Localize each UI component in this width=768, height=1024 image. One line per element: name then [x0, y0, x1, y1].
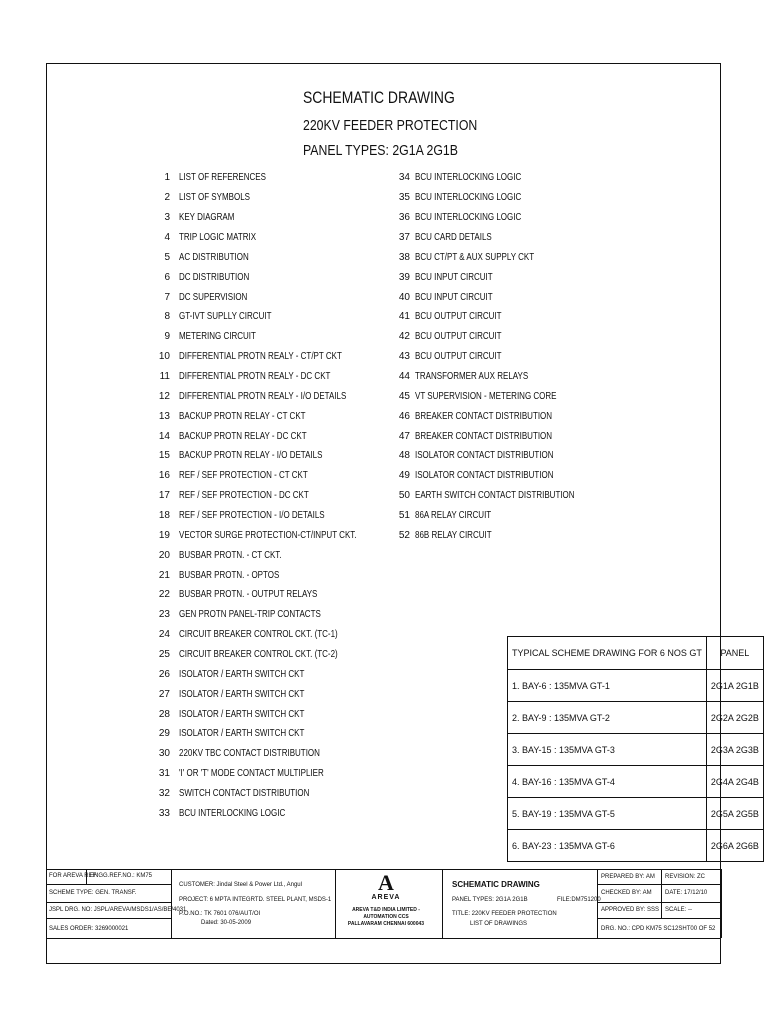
drawing-list-item [140, 446, 401, 466]
drawing-list-item [140, 287, 401, 307]
drawing-number: 25 [158, 649, 170, 661]
drawing-label: VECTOR SURGE PROTECTION-CT/INPUT CKT. [179, 529, 357, 541]
drawing-label: CIRCUIT BREAKER CONTROL CKT. (TC-1) [179, 629, 338, 641]
drawing-list-item [386, 406, 614, 426]
drawing-list-item [140, 208, 401, 228]
file-number: FILE:DM751200 [557, 897, 601, 903]
drawing-list-item [140, 605, 401, 625]
scheme-panel: 2G5A 2G5B [706, 798, 763, 830]
drawing-list-item [386, 228, 614, 248]
drawing-label: BUSBAR PROTN. - CT CKT. [179, 549, 282, 561]
drawing-number: 46 [398, 410, 410, 422]
drawing-number: 47 [398, 430, 410, 442]
drawing-list-item [140, 784, 401, 804]
drawing-number: 24 [158, 629, 170, 641]
drawing-number: 20 [158, 549, 170, 561]
project: PROJECT: 6 MPTA INTEGRTD. STEEL PLANT, MSDS-1 [179, 897, 332, 903]
drawing-list-item [140, 744, 401, 764]
drawing-number: 34 [398, 172, 410, 184]
scheme-table-row [508, 702, 764, 734]
scheme-table [507, 636, 764, 862]
drawing-number: 49 [398, 470, 410, 482]
drawing-number: 19 [158, 529, 170, 541]
scheme-table-row [508, 766, 764, 798]
drawing-number: 31 [158, 768, 170, 780]
drawing-number: 50 [398, 490, 410, 502]
scheme-panel: 2G6A 2G6B [706, 830, 763, 862]
drawing-number: 51 [398, 510, 410, 522]
prepared-by: PREPARED BY: AM [601, 874, 655, 880]
drawing-label: LIST OF SYMBOLS [179, 192, 250, 204]
drawing-list-item [140, 386, 401, 406]
scheme-bay: 5. BAY-19 : 135MVA GT-5 [508, 798, 707, 830]
drawing-number: 8 [164, 311, 170, 323]
drawing-number: 44 [398, 371, 410, 383]
drawing-label: DIFFERENTIAL PROTN REALY - DC CKT [179, 371, 331, 383]
drawing-list-item [140, 804, 401, 824]
drawing-list-item [140, 228, 401, 248]
page-subtitle: 220KV FEEDER PROTECTION [303, 117, 478, 134]
drawing-list-item [140, 188, 401, 208]
scheme-type: SCHEME TYPE: GEN. TRANSF. [49, 890, 137, 896]
drawing-label: REF / SEF PROTECTION - I/O DETAILS [179, 510, 325, 522]
scheme-panel: 2G4A 2G4B [706, 766, 763, 798]
drawing-number: 35 [398, 192, 410, 204]
drawing-label: GEN PROTN PANEL-TRIP CONTACTS [179, 609, 321, 621]
drawing-number: 52 [398, 529, 410, 541]
drawing-label: BCU OUTPUT CIRCUIT [415, 331, 502, 343]
drawing-list-item [140, 267, 401, 287]
drawing-label: BCU INTERLOCKING LOGIC [415, 212, 522, 224]
page-title: SCHEMATIC DRAWING [303, 88, 455, 107]
checked-by: CHECKED BY: AM [601, 890, 652, 896]
drawing-label: BREAKER CONTACT DISTRIBUTION [415, 430, 553, 442]
drawing-list-item [140, 625, 401, 645]
drawing-label: BCU INTERLOCKING LOGIC [415, 172, 522, 184]
drawing-label: AC DISTRIBUTION [179, 251, 249, 263]
drawing-list-item [140, 466, 401, 486]
drawing-number: 2 [164, 192, 170, 204]
drawing-list-item [140, 426, 401, 446]
drawing-number: 13 [158, 410, 170, 422]
drawing-number: 45 [398, 390, 410, 402]
drawing-number: 39 [398, 271, 410, 283]
drawing-number: 30 [158, 748, 170, 760]
revision: REVISION: ZC [665, 874, 706, 880]
drawing-number: 3 [164, 212, 170, 224]
drawing-label: BUSBAR PROTN. - OPTOS [179, 569, 280, 581]
drawing-label: BCU CT/PT & AUX SUPPLY CKT [415, 251, 535, 263]
drawing-number: 10 [158, 351, 170, 363]
drawing-number: 22 [158, 589, 170, 601]
scheme-table-header [508, 637, 764, 670]
scheme-bay: 6. BAY-23 : 135MVA GT-6 [508, 830, 707, 862]
drawing-label: BCU INTERLOCKING LOGIC [415, 192, 522, 204]
drawing-number: DRG. NO.: CPD KM75 SC12SHT00 OF 52 [601, 926, 716, 932]
areva-logo [336, 872, 436, 934]
drawing-label: BACKUP PROTN RELAY - I/O DETAILS [179, 450, 323, 462]
drawing-list-item [386, 327, 614, 347]
drawing-list-item [140, 367, 401, 387]
drawing-list-item [140, 704, 401, 724]
drawing-list-item [386, 525, 614, 545]
engg-ref: ENGG.REF.NO.: KM75 [90, 873, 153, 879]
drawing-number: 9 [164, 331, 170, 343]
drawing-number: 12 [158, 390, 170, 402]
drawing-label: KEY DIAGRAM [179, 212, 235, 224]
drawing-label: CIRCUIT BREAKER CONTROL CKT. (TC-2) [179, 649, 338, 661]
drawing-label: TRANSFORMER AUX RELAYS [415, 371, 529, 383]
drawing-number: 7 [164, 291, 170, 303]
approved-by: APPROVED BY: SSS [601, 907, 660, 913]
drawing-number: 18 [158, 510, 170, 522]
drawing-list-item [140, 664, 401, 684]
drawing-label: BCU CARD DETAILS [415, 232, 492, 243]
drawing-list-item [386, 247, 614, 267]
scheme-table-row [508, 734, 764, 766]
drawing-label: VT SUPERVISION - METERING CORE [415, 390, 557, 402]
drawing-label: GT-IVT SUPLLY CIRCUIT [179, 311, 272, 323]
drawing-number: 15 [158, 450, 170, 462]
drawing-label: BCU INPUT CIRCUIT [415, 271, 493, 283]
drawing-label: 86B RELAY CIRCUIT [415, 529, 492, 541]
drawing-number: 33 [158, 807, 170, 819]
drawing-number: 14 [158, 430, 170, 442]
drawing-title: SCHEMATIC DRAWING [452, 880, 540, 889]
drawing-number: 41 [398, 311, 410, 323]
drawing-label: DC SUPERVISION [179, 291, 248, 303]
sales-order: SALES ORDER: 3269000021 [49, 926, 129, 932]
drawing-title-line: TITLE: 220KV FEEDER PROTECTION [452, 911, 557, 917]
drawing-label: DIFFERENTIAL PROTN REALY - CT/PT CKT [179, 351, 342, 363]
drawing-number: 27 [158, 688, 170, 700]
scheme-bay: 4. BAY-16 : 135MVA GT-4 [508, 766, 707, 798]
drawing-list-item [140, 307, 401, 327]
customer: CUSTOMER: Jindal Steel & Power Ltd., Angul [179, 882, 302, 888]
drawing-list-item [386, 386, 614, 406]
scheme-panel: 2G2A 2G2B [706, 702, 763, 734]
drawing-number: 4 [164, 232, 170, 243]
drawing-label: BACKUP PROTN RELAY - DC CKT [179, 430, 307, 442]
company-name: AREVA T&D INDIA LIMITED - AUTOMATION CCS [352, 907, 420, 920]
drawing-title-line-2: LIST OF DRAWINGS [470, 921, 528, 927]
drawing-number: 16 [158, 470, 170, 482]
drawing-list-left [140, 168, 401, 823]
scheme-bay: 3. BAY-15 : 135MVA GT-3 [508, 734, 707, 766]
drawing-list-item [140, 327, 401, 347]
drawing-number: 36 [398, 212, 410, 224]
drawing-list-right [386, 168, 614, 545]
drawing-label: METERING CIRCUIT [179, 331, 256, 343]
drawing-number: 21 [158, 569, 170, 581]
drawing-label: 'I' OR 'T' MODE CONTACT MULTIPLIER [179, 768, 324, 780]
drawing-number: 43 [398, 351, 410, 363]
drawing-list-item [386, 168, 614, 188]
scheme-table-row [508, 798, 764, 830]
drawing-list-item [140, 565, 401, 585]
drawing-label: BCU INTERLOCKING LOGIC [179, 807, 286, 819]
drawing-list-item [140, 486, 401, 506]
company-address: PALLAVARAM CHENNAI 600043 [347, 921, 425, 927]
drawing-label: DC DISTRIBUTION [179, 271, 250, 283]
po-date: Dated: 30-05-2009 [201, 920, 252, 926]
drawing-list-item [140, 168, 401, 188]
drawing-label: BCU OUTPUT CIRCUIT [415, 351, 502, 363]
drawing-number: 11 [159, 371, 170, 383]
drawing-number: 38 [398, 251, 410, 263]
drawing-number: 26 [158, 668, 170, 680]
drawing-label: 86A RELAY CIRCUIT [415, 510, 492, 522]
drawing-list-item [386, 287, 614, 307]
drawing-number: 28 [158, 708, 170, 720]
drawing-list-item [140, 506, 401, 526]
drawing-label: REF / SEF PROTECTION - DC CKT [179, 490, 309, 502]
drawing-number: 23 [158, 609, 170, 621]
drawing-list-item [140, 724, 401, 744]
drawing-label: TRIP LOGIC MATRIX [179, 232, 257, 243]
jspl-drg-no: JSPL DRG. NO: JSPL/AREVA/MSDS1/AS/BE/4031 [49, 907, 187, 913]
scheme-panel: 2G3A 2G3B [706, 734, 763, 766]
drawing-number: 40 [398, 291, 410, 303]
drawing-label: BUSBAR PROTN. - OUTPUT RELAYS [179, 589, 318, 601]
drawing-label: BREAKER CONTACT DISTRIBUTION [415, 410, 553, 422]
drawing-label: ISOLATOR CONTACT DISTRIBUTION [415, 470, 554, 482]
drawing-list-item [140, 525, 401, 545]
drawing-label: REF / SEF PROTECTION - CT CKT [179, 470, 308, 482]
for-areva-ref: FOR AREVA REF: [49, 873, 98, 879]
scheme-bay: 1. BAY-6 : 135MVA GT-1 [508, 670, 707, 702]
drawing-label: BCU OUTPUT CIRCUIT [415, 311, 502, 323]
panel-types-heading: PANEL TYPES: 2G1A 2G1B [303, 142, 458, 159]
drawing-list-item [140, 247, 401, 267]
drawing-number: 37 [398, 232, 410, 243]
drawing-list-item [386, 188, 614, 208]
drawing-label: ISOLATOR CONTACT DISTRIBUTION [415, 450, 554, 462]
scheme-bay: 2. BAY-9 : 135MVA GT-2 [508, 702, 707, 734]
drawing-list-item [386, 367, 614, 387]
drawing-label: DIFFERENTIAL PROTN REALY - I/O DETAILS [179, 390, 347, 402]
drawing-label: BACKUP PROTN RELAY - CT CKT [179, 410, 306, 422]
drawing-panel-types: PANEL TYPES: 2G1A 2G1B [452, 897, 528, 903]
drawing-list-item [140, 347, 401, 367]
drawing-list-item [140, 545, 401, 565]
po-number: P.O.NO.: TK 7601 076/AUT/OI [179, 911, 261, 917]
drawing-list-item [386, 267, 614, 287]
drawing-label: ISOLATOR / EARTH SWITCH CKT [179, 668, 305, 680]
drawing-number: 1 [164, 172, 170, 184]
drawing-list-item [386, 208, 614, 228]
drawing-label: ISOLATOR / EARTH SWITCH CKT [179, 708, 305, 720]
drawing-number: 48 [398, 450, 410, 462]
areva-logo-icon: A [378, 870, 394, 895]
areva-logo-name: AREVA [371, 894, 401, 901]
drawing-list-item [386, 466, 614, 486]
drawing-label: EARTH SWITCH CONTACT DISTRIBUTION [415, 490, 575, 502]
drawing-list-item [140, 764, 401, 784]
drawing-list-item [140, 645, 401, 665]
drawing-list-item [386, 426, 614, 446]
drawing-number: 17 [158, 490, 170, 502]
drawing-number: 32 [158, 788, 170, 800]
drawing-number: 6 [164, 271, 170, 283]
drawing-list-item [140, 684, 401, 704]
date: DATE: 17/12/10 [665, 890, 708, 896]
drawing-list-item [140, 585, 401, 605]
scheme-panel: 2G1A 2G1B [706, 670, 763, 702]
scheme-header-panel: PANEL [706, 637, 763, 670]
scheme-table-row [508, 670, 764, 702]
drawing-label: ISOLATOR / EARTH SWITCH CKT [179, 688, 305, 700]
drawing-label: SWITCH CONTACT DISTRIBUTION [179, 788, 310, 800]
drawing-number: 42 [398, 331, 410, 343]
drawing-list-item [140, 406, 401, 426]
scheme-table-row [508, 830, 764, 862]
scale: SCALE: -- [665, 907, 693, 913]
drawing-list-item [386, 486, 614, 506]
drawing-number: 5 [164, 251, 170, 263]
drawing-list-item [386, 347, 614, 367]
drawing-label: 220KV TBC CONTACT DISTRIBUTION [179, 748, 320, 760]
scheme-header-drawing: TYPICAL SCHEME DRAWING FOR 6 NOS GT [508, 637, 707, 670]
drawing-label: BCU INPUT CIRCUIT [415, 291, 493, 303]
drawing-list-item [386, 446, 614, 466]
drawing-list-item [386, 307, 614, 327]
drawing-list-item [386, 506, 614, 526]
drawing-label: LIST OF REFERENCES [179, 172, 266, 184]
drawing-number: 29 [158, 728, 170, 740]
drawing-label: ISOLATOR / EARTH SWITCH CKT [179, 728, 305, 740]
